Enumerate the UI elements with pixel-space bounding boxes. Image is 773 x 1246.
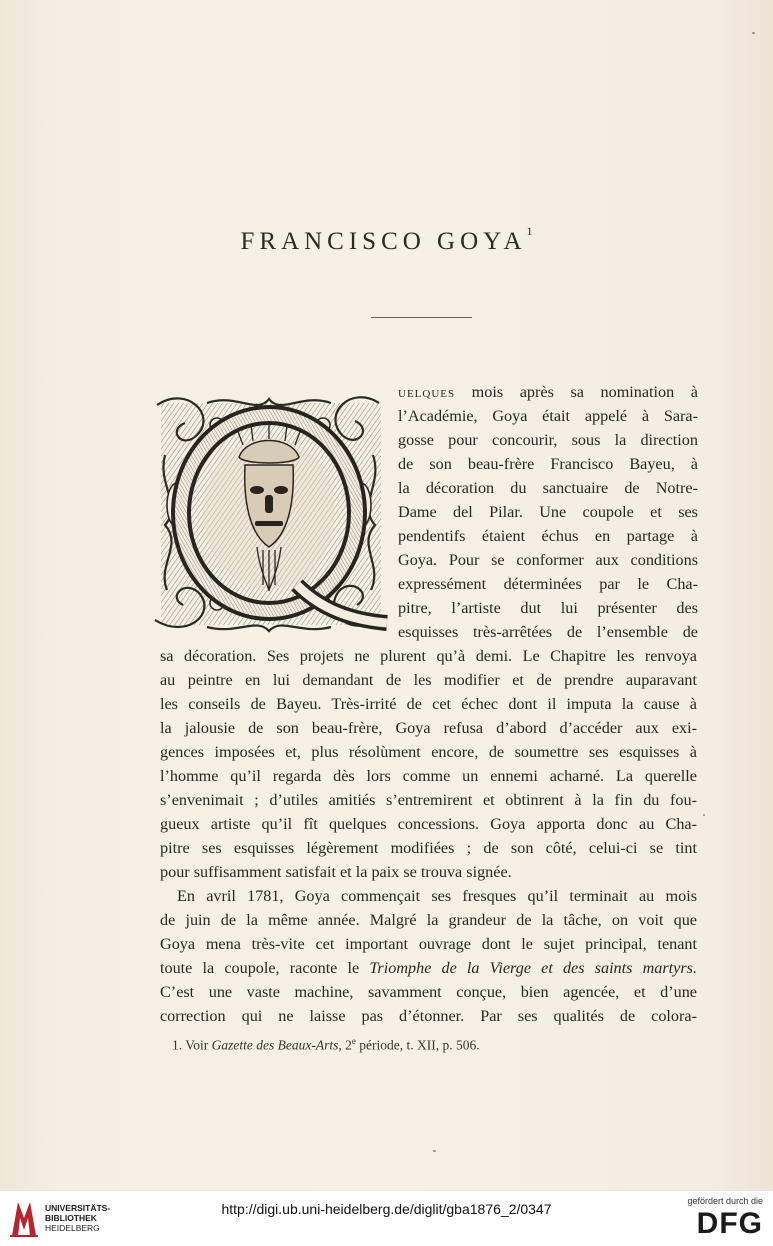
footnote	[172, 1036, 480, 1054]
funded-by-label: gefördert durch die	[687, 1196, 763, 1206]
text-line	[160, 956, 697, 980]
text-line: expressément déterminées par le Cha-	[398, 575, 698, 593]
text-line: gueux artiste qu’il fît quelques concessions. Goya apporta donc au Cha-	[160, 815, 697, 833]
italic-title: Triomphe de la Vierge et des saints martyrs.	[369, 959, 697, 977]
footnote-prefix: Voir	[185, 1037, 212, 1053]
text-line	[398, 380, 698, 404]
body-text	[160, 644, 697, 1028]
text-line: sa décoration. Ses projets ne plurent qu’à demi. Le Chapitre les renvoya	[160, 647, 697, 665]
text-line: pendentifs étaient échus en partage à	[398, 527, 698, 545]
line-text: toute la coupole, raconte le	[160, 959, 370, 977]
text-line: correction qui ne laisse pas d’étonner. Par ses qualités de colora-	[160, 1007, 697, 1025]
title-footnote-ref: 1	[526, 224, 533, 238]
text-line: la décoration du sanctuaire de Notre-	[398, 479, 698, 497]
text-line: les conseils de Bayeu. Très-irrité de cet échec dont il imputa la cause à	[160, 695, 697, 713]
paper-speck	[752, 32, 755, 34]
permalink-url[interactable]: http://digi.ub.uni-heidelberg.de/diglit/gba1876_2/0347	[221, 1201, 552, 1217]
library-name-line: UNIVERSITÄTS-	[45, 1203, 111, 1213]
text-line: En avril 1781, Goya commençait ses fresques qu’il terminait au mois	[177, 887, 697, 905]
footnote-period-sup: e	[351, 1036, 356, 1046]
library-name-line: HEIDELBERG	[45, 1223, 100, 1233]
paper-speck	[433, 1150, 436, 1152]
smallcaps-lead: uelques	[398, 383, 456, 401]
footnote-period-number: 2	[345, 1037, 352, 1053]
text-line: Dame del Pilar. Une coupole et ses	[398, 503, 698, 521]
text-line: de son beau-frère Francisco Bayeu, à	[398, 455, 698, 473]
text-line: de juin de la même année. Malgré la grandeur de la tâche, on voit que	[160, 911, 697, 929]
paper-speck	[703, 814, 705, 816]
text-line: pitre ses esquisses légèrement modifiées ; de son côté, celui-ci se tint	[160, 839, 697, 857]
footnote-journal: Gazette des Beaux-Arts,	[211, 1037, 342, 1053]
text-line: s’envenimait ; d’utiles amitiés s’entremirent et obtinrent à la fin du fou-	[160, 791, 697, 809]
text-line: Goya mena très-vite cet important ouvrage dont le sujet principal, tenant	[160, 935, 697, 953]
text-line: C’est une vaste machine, savamment conçue, bien agencée, et d’une	[160, 983, 697, 1001]
text-line: l’homme qu’il regarda dès lors comme un ennemi acharné. La querelle	[160, 767, 697, 785]
line-text: mois après sa nomination à	[455, 383, 698, 401]
title-rule	[371, 317, 472, 318]
text-line: l’Académie, Goya était appelé à Sara-	[398, 407, 698, 425]
text-line: pitre, l’artiste dut lui présenter des	[398, 599, 698, 617]
text-line: esquisses très-arrêtées de l’ensemble de	[398, 623, 698, 641]
footnote-number: 1.	[172, 1037, 183, 1053]
text-line: Goya. Pour se conformer aux conditions	[398, 551, 698, 569]
text-line: gosse pour concourir, sous la direction	[398, 431, 698, 449]
footer-bar	[0, 1190, 773, 1246]
text-line: gences imposées et, plus résolùment encore, de soumettre ses esquisses à	[160, 743, 697, 761]
text-line: la jalousie de son beau-frère, Goya refusa d’abord d’accéder aux exi-	[160, 719, 697, 737]
library-name-line: BIBLIOTHEK	[45, 1213, 97, 1223]
text-line: pour suffisamment satisfait et la paix se trouva signée.	[160, 863, 512, 881]
text-line: au peintre en lui demandant de les modifier et de prendre auparavant	[160, 671, 697, 689]
dfg-logo[interactable]: DFG	[696, 1207, 763, 1240]
article-title	[0, 224, 773, 256]
opening-paragraph	[398, 380, 698, 644]
ornamental-dropcap-q	[147, 385, 390, 640]
footnote-rest: période, t. XII, p. 506.	[355, 1037, 480, 1053]
title-text: FRANCISCO GOYA	[240, 228, 527, 255]
